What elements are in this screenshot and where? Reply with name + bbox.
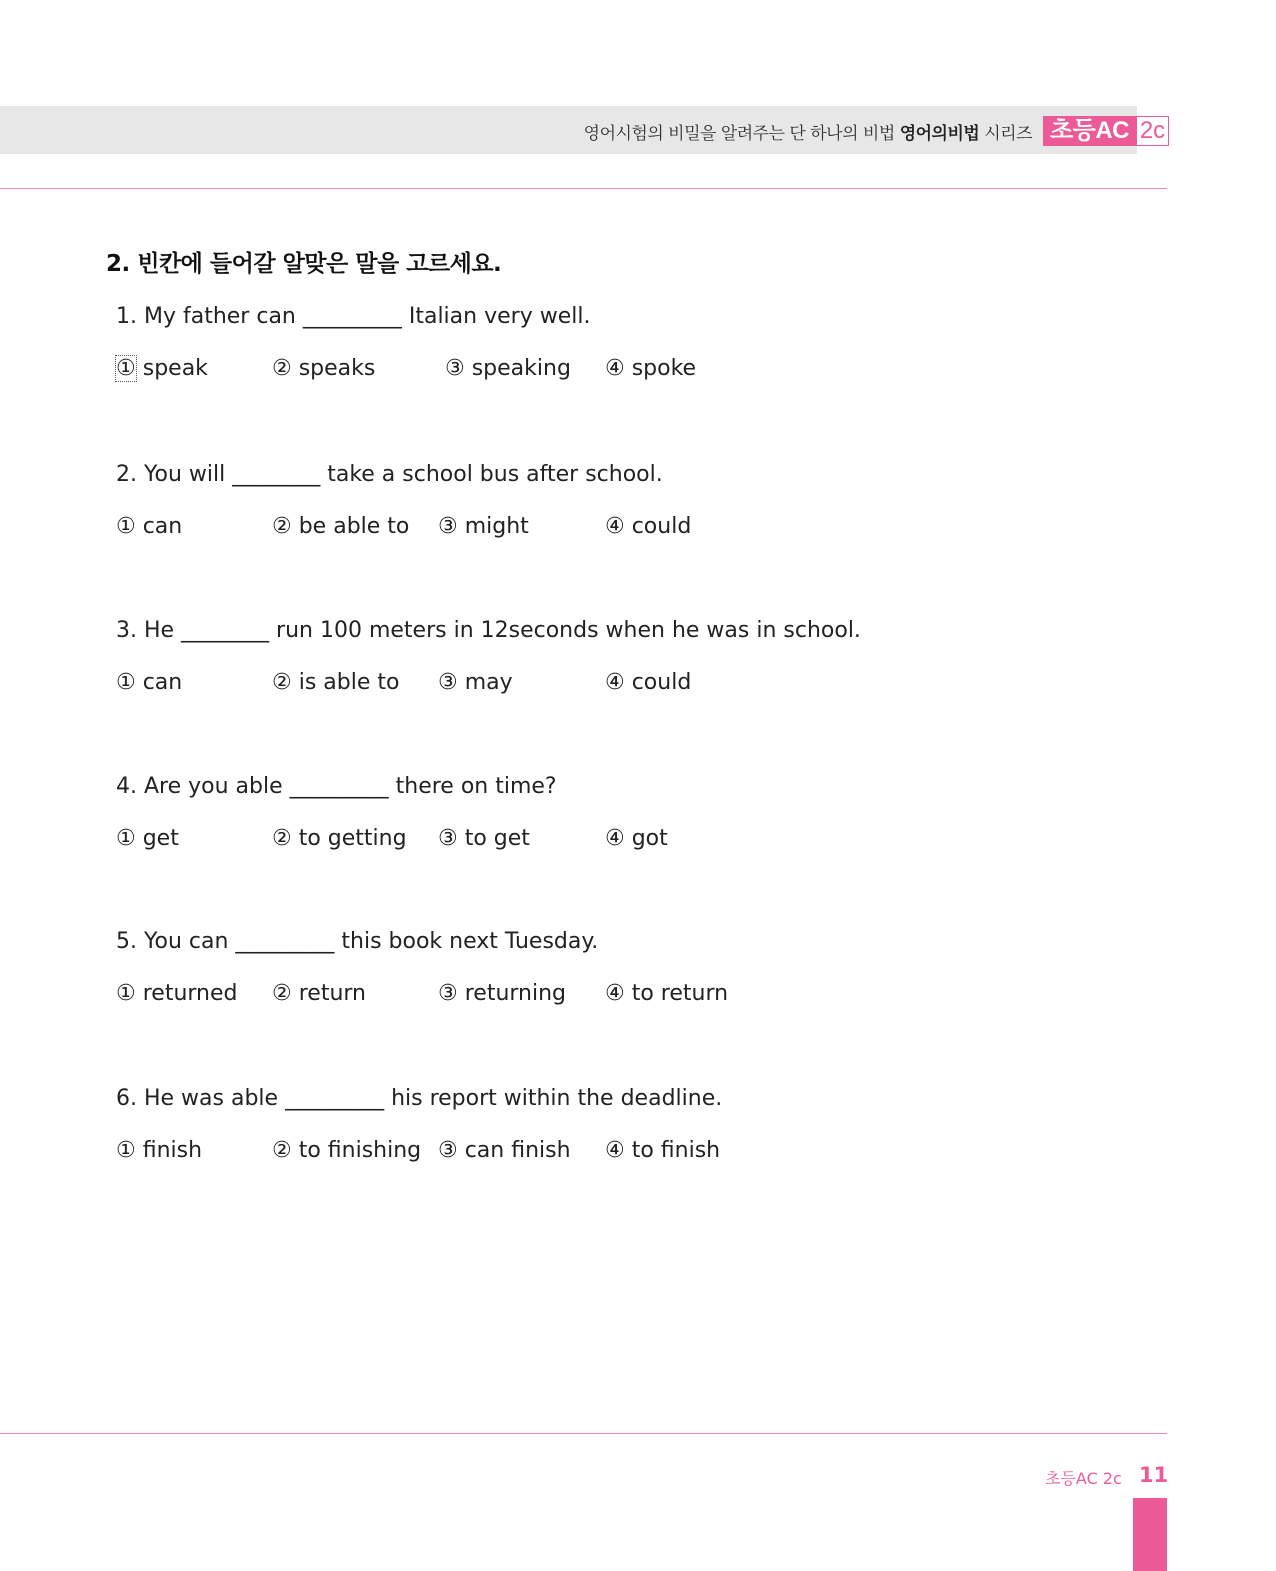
bottom-divider [0, 1433, 1167, 1434]
page-tab [1133, 1498, 1167, 1571]
option-1[interactable]: ① can [116, 670, 183, 695]
option-3[interactable]: ③ returning [438, 981, 567, 1006]
option-1[interactable]: ① get [116, 826, 179, 851]
option-2[interactable]: ② to finishing [272, 1138, 422, 1163]
option-4[interactable]: ④ could [605, 514, 692, 539]
question-text: 3. He ________ run 100 meters in 12seconds when he was in school. [116, 618, 861, 643]
footer-label: 초등AC 2c [1045, 1469, 1122, 1488]
series-description [584, 119, 1032, 144]
top-divider [0, 188, 1167, 189]
option-3[interactable]: ③ speaking [445, 356, 571, 381]
option-4[interactable]: ④ spoke [605, 356, 697, 381]
option-4[interactable]: ④ to finish [605, 1138, 721, 1163]
question-text: 2. You will ________ take a school bus after school. [116, 462, 663, 487]
option-1[interactable]: ① speak [116, 356, 208, 381]
option-4[interactable]: ④ to return [605, 981, 729, 1006]
question-text: 5. You can _________ this book next Tuesday. [116, 929, 599, 954]
page-number: 11 [1139, 1463, 1169, 1487]
option-3[interactable]: ③ can finish [438, 1138, 571, 1163]
option-1[interactable]: ① returned [116, 981, 238, 1006]
series-text: 영어시험의 비밀을 알려주는 단 하나의 비법 [583, 124, 895, 144]
option-1[interactable]: ① finish [116, 1138, 203, 1163]
option-2[interactable]: ② return [272, 981, 366, 1006]
question-text: 6. He was able _________ his report within the deadline. [116, 1086, 723, 1111]
option-4[interactable]: ④ could [605, 670, 692, 695]
series-suffix: 시리즈 [984, 124, 1032, 144]
question-text: 4. Are you able _________ there on time? [116, 774, 557, 799]
option-1-label: speak [135, 356, 208, 381]
option-3[interactable]: ③ to get [438, 826, 530, 851]
series-badge: 초등AC [1043, 116, 1136, 146]
section-title: 2. 빈칸에 들어갈 알맞은 말을 고르세요. [106, 251, 502, 277]
option-3[interactable]: ③ may [438, 670, 513, 695]
option-4[interactable]: ④ got [605, 826, 668, 851]
question-text: 1. My father can _________ Italian very well. [116, 304, 591, 329]
option-2[interactable]: ② be able to [272, 514, 410, 539]
option-2[interactable]: ② speaks [272, 356, 376, 381]
option-2[interactable]: ② is able to [272, 670, 400, 695]
option-2[interactable]: ② to getting [272, 826, 407, 851]
option-1[interactable]: ① can [116, 514, 183, 539]
level-badge: 2c [1136, 116, 1169, 146]
option-3[interactable]: ③ might [438, 514, 529, 539]
series-bold: 영어의비법 [899, 124, 980, 144]
